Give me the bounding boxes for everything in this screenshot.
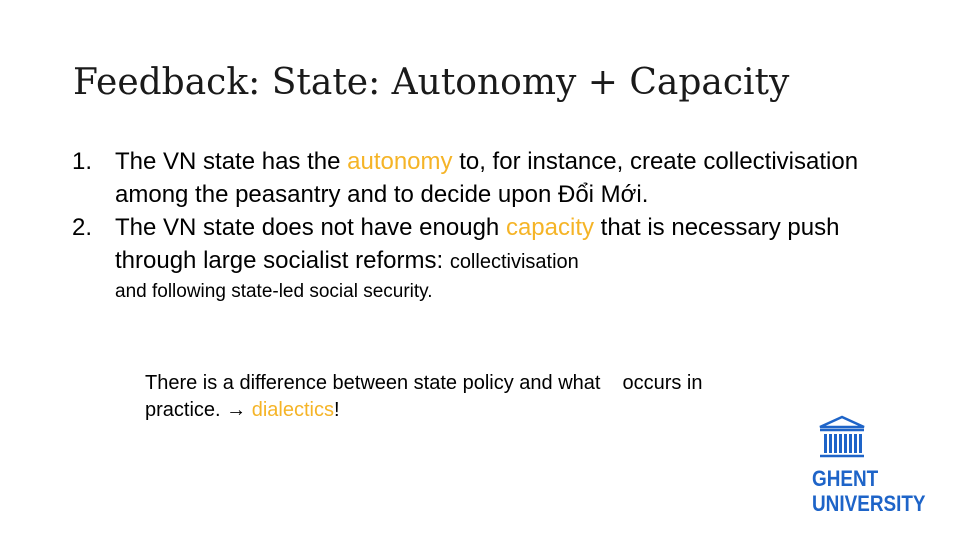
note-text: practice.: [145, 399, 227, 421]
logo-text-university: UNIVERSITY: [812, 491, 926, 516]
item-text-continuation: and following state-led social security.: [115, 281, 433, 302]
slide-title: Feedback: State: Autonomy + Capacity: [73, 62, 790, 103]
note-text: There is a difference between state policy and what: [145, 372, 601, 394]
item-text-small: collectivisation: [449, 251, 579, 273]
highlight-word: capacity: [505, 214, 594, 241]
highlight-word: autonomy: [347, 148, 453, 175]
item-number: 1.: [72, 148, 93, 175]
item-text: The VN state does not have enough: [115, 214, 506, 241]
arrow-icon: →: [226, 399, 247, 421]
logo-text-ghent: GHENT: [812, 466, 879, 491]
note-text: !: [333, 399, 340, 421]
item-text: that is necessary push through large socialist reforms:: [115, 214, 840, 274]
ghent-university-logo: [812, 415, 932, 525]
item-text: The VN state has the: [115, 148, 348, 175]
list-item: [72, 211, 872, 303]
item-text: to, for instance, create collectivisation among the peasantry and to decide upon Đổi Mới.: [115, 148, 859, 208]
building-icon: [818, 415, 866, 461]
dialectics-note: [145, 370, 845, 424]
highlight-word: dialectics: [246, 399, 334, 421]
numbered-list: [72, 145, 872, 303]
item-number: 2.: [72, 214, 93, 241]
list-item: [72, 145, 872, 211]
note-text: occurs in: [622, 372, 703, 394]
